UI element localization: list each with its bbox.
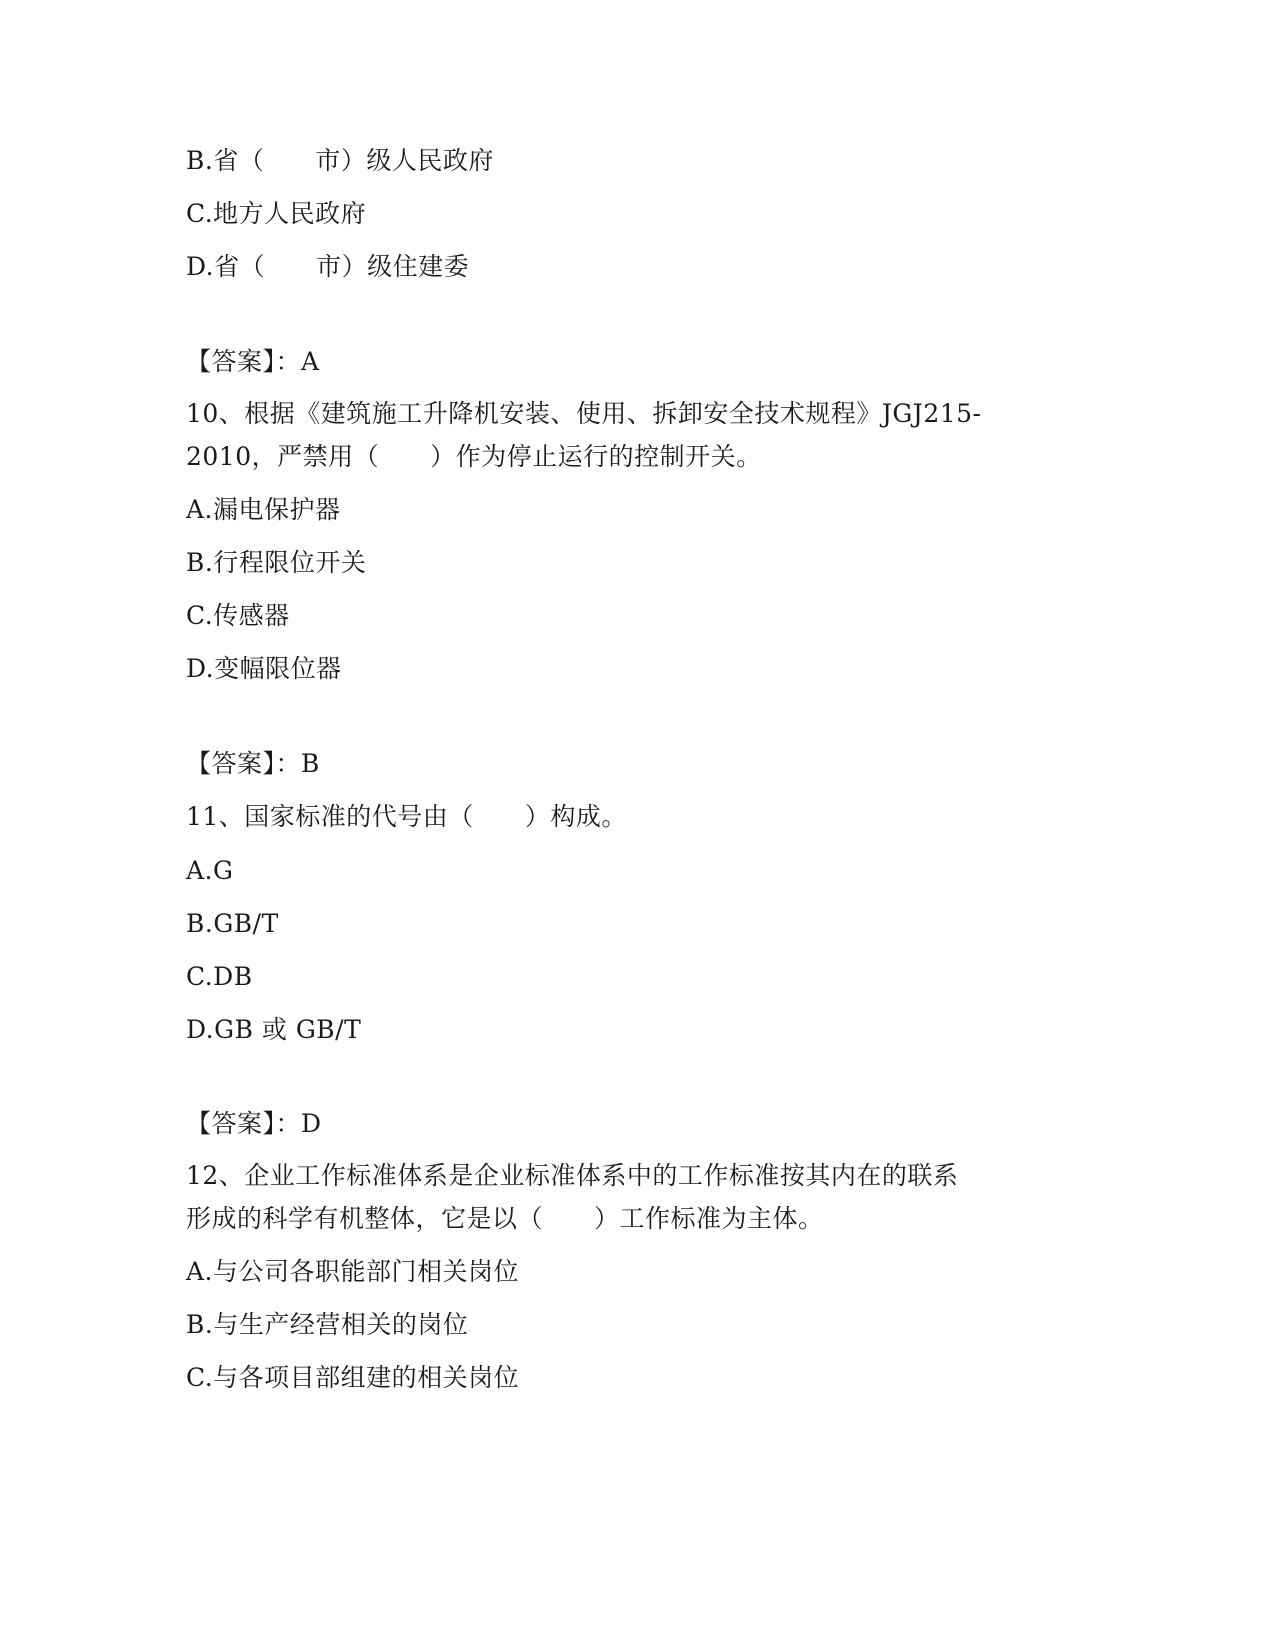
question-10-option-c: C.传感器 (186, 601, 290, 630)
question-11-option-c: C.DB (186, 962, 253, 991)
question-12-stem-line-1: 12、企业工作标准体系是企业标准体系中的工作标准按其内在的联系 (186, 1161, 959, 1190)
question-12-option-c: C.与各项目部组建的相关岗位 (186, 1363, 520, 1392)
question-12-option-b: B.与生产经营相关的岗位 (186, 1310, 469, 1339)
question-12-stem-line-2: 形成的科学有机整体，它是以（ ）工作标准为主体。 (186, 1204, 824, 1233)
question-12-option-a: A.与公司各职能部门相关岗位 (186, 1257, 520, 1286)
option-b: B.省（ 市）级人民政府 (186, 146, 494, 175)
question-10-answer: 【答案】：B (186, 749, 320, 778)
answer-line: 【答案】：A (186, 347, 320, 376)
question-11-stem-line-1: 11、国家标准的代号由（ ）构成。 (186, 802, 627, 831)
option-d: D.省（ 市）级住建委 (186, 252, 470, 281)
question-11-option-d: D.GB 或 GB/T (186, 1015, 362, 1044)
question-10-stem-line-2: 2010，严禁用（ ）作为停止运行的控制开关。 (186, 442, 762, 471)
question-10-option-d: D.变幅限位器 (186, 654, 342, 683)
question-10-option-b: B.行程限位开关 (186, 548, 367, 577)
question-10-stem-line-1: 10、根据《建筑施工升降机安装、使用、拆卸安全技术规程》JGJ215- (186, 399, 982, 428)
question-11-option-b: B.GB/T (186, 909, 279, 938)
question-11-answer: 【答案】：D (186, 1109, 322, 1138)
option-c: C.地方人民政府 (186, 199, 367, 228)
question-11-option-a: A.G (186, 856, 234, 885)
question-10-option-a: A.漏电保护器 (186, 495, 341, 524)
